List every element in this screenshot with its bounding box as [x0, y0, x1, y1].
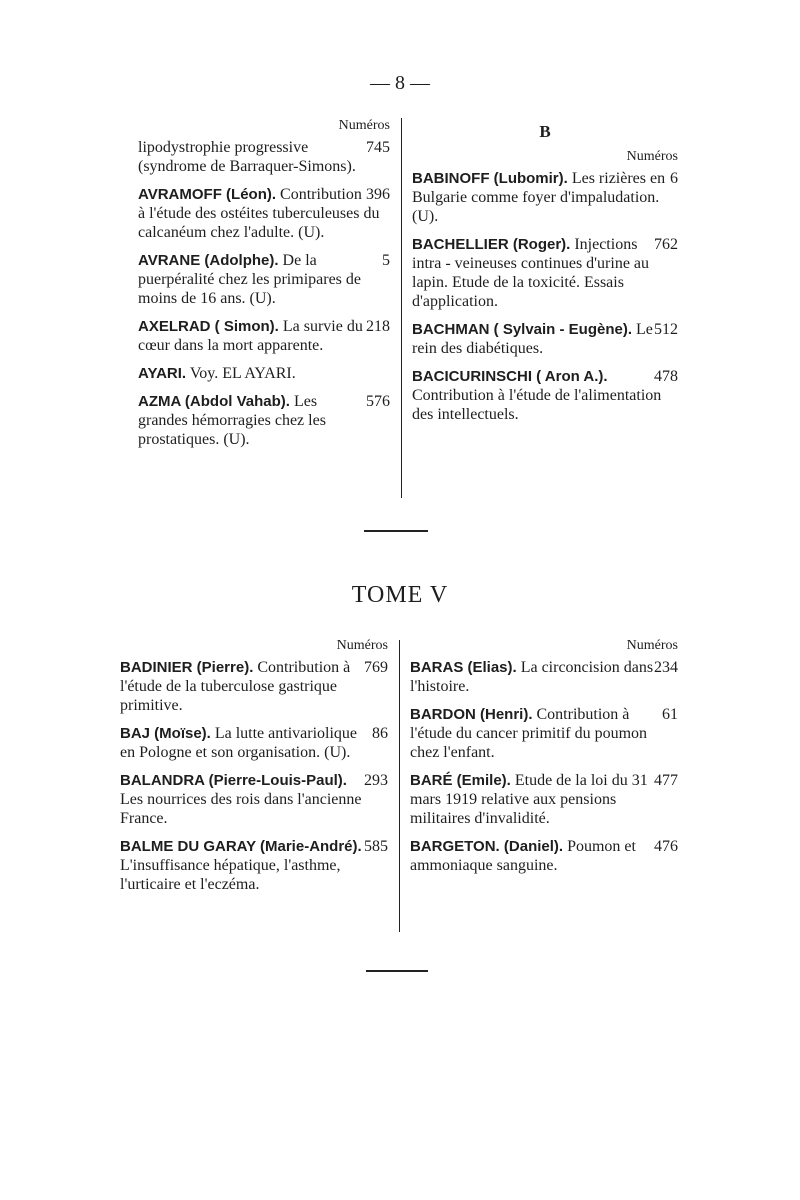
separator-rule — [366, 970, 428, 972]
top-left-column — [138, 116, 390, 458]
thesis-title: lipodystrophie progressive (syndrome de Barraquer-Simons). — [138, 139, 356, 175]
author-name: BALME DU GARAY (Marie-André). — [120, 838, 362, 855]
index-entry — [138, 251, 390, 308]
entry-number: 218 — [366, 318, 390, 335]
author-name: BARAS (Elias). — [410, 659, 517, 676]
separator-rule — [364, 530, 428, 532]
index-entry — [120, 724, 388, 762]
thesis-title: Les rizières en Bulgarie comme foyer d'impaludation. (U). — [412, 170, 666, 225]
entry-number: 585 — [364, 838, 388, 855]
thesis-title: De la puerpéralité chez les primipares de moins de 16 ans. (U). — [138, 252, 361, 307]
thesis-title: Poumon et ammoniaque sanguine. — [410, 838, 636, 874]
author-name: BALANDRA (Pierre-Louis-Paul). — [120, 772, 347, 789]
author-name: BARÉ (Emile). — [410, 772, 511, 789]
column-divider — [401, 118, 402, 498]
author-name: BARDON (Henri). — [410, 706, 533, 723]
index-entry — [412, 169, 678, 226]
thesis-title: Contribution à l'étude de l'alimentation des intellectuels. — [412, 387, 662, 423]
entry-number: 234 — [654, 659, 678, 676]
index-entry — [120, 771, 388, 828]
numeros-header: Numéros — [336, 638, 388, 653]
top-right-column — [412, 122, 678, 433]
entry-number: 478 — [654, 368, 678, 385]
index-entry — [138, 392, 390, 449]
thesis-title: Les nourrices des rois dans l'ancienne France. — [120, 791, 362, 827]
author-name: AZMA (Abdol Vahab). — [138, 393, 290, 410]
index-entry — [410, 658, 678, 696]
index-entry — [412, 320, 678, 358]
author-name: BACICURINSCHI ( Aron A.). — [412, 368, 608, 385]
index-entry — [138, 317, 390, 355]
thesis-title: Le rein des diabétiques. — [412, 321, 653, 357]
entry-number: 576 — [366, 393, 390, 410]
thesis-title: Les grandes hémorragies chez les prostatiques. (U). — [138, 393, 326, 448]
entry-number: 745 — [366, 139, 390, 156]
thesis-title: Contribution à l'étude de la tuberculose gastrique primitive. — [120, 659, 351, 714]
index-entry — [412, 367, 678, 424]
index-entry — [120, 658, 388, 715]
thesis-title: Contribution à l'étude des ostéites tuberculeuses du calcanéum chez l'adulte. (U). — [138, 186, 380, 241]
entry-number: 61 — [662, 706, 678, 723]
thesis-title: La circoncision dans l'histoire. — [410, 659, 654, 695]
index-entry — [410, 837, 678, 875]
index-entry — [120, 837, 388, 894]
numeros-header: Numéros — [626, 638, 678, 653]
thesis-title: La lutte antivariolique en Pologne et son organisation. (U). — [120, 725, 358, 761]
author-name: AVRANE (Adolphe). — [138, 252, 279, 269]
author-name: AYARI. — [138, 365, 187, 382]
index-entry — [138, 364, 390, 383]
index-entry — [412, 235, 678, 311]
thesis-title: L'insuffisance hépatique, l'asthme, l'urticaire et l'eczéma. — [120, 857, 341, 893]
section-title: TOME V — [351, 582, 449, 608]
entry-number: 5 — [382, 252, 390, 269]
thesis-title: Injections intra - veineuses continues d'urine au lapin. Etude de la toxicité. Essais d'application. — [412, 236, 650, 310]
author-name: BAJ (Moïse). — [120, 725, 211, 742]
entry-number: 86 — [372, 725, 388, 742]
author-name: BABINOFF (Lubomir). — [412, 170, 568, 187]
entry-number: 293 — [364, 772, 388, 789]
numeros-header: Numéros — [626, 149, 678, 164]
entry-number: 476 — [654, 838, 678, 855]
section-letter: B — [539, 122, 551, 141]
thesis-title: Etude de la loi du 31 mars 1919 relative aux pensions militaires d'invalidité. — [410, 772, 648, 827]
column-divider — [399, 640, 400, 932]
author-name: BACHELLIER (Roger). — [412, 236, 571, 253]
index-entry — [410, 771, 678, 828]
thesis-title: Voy. EL AYARI. — [189, 365, 296, 382]
entry-number: 6 — [670, 170, 678, 187]
bottom-left-column — [120, 636, 388, 903]
bottom-right-column — [410, 636, 678, 884]
index-entry — [138, 185, 390, 242]
author-name: AVRAMOFF (Léon). — [138, 186, 277, 203]
entry-number: 512 — [654, 321, 678, 338]
entry-number: 477 — [654, 772, 678, 789]
page-number: — 8 — — [370, 72, 430, 94]
entry-number: 396 — [366, 186, 390, 203]
index-entry — [410, 705, 678, 762]
index-entry — [138, 138, 390, 176]
author-name: BARGETON. (Daniel). — [410, 838, 564, 855]
entry-number: 762 — [654, 236, 678, 253]
thesis-title: La survie du cœur dans la mort apparente. — [138, 318, 363, 354]
entry-number: 769 — [364, 659, 388, 676]
author-name: BADINIER (Pierre). — [120, 659, 254, 676]
thesis-title: Contribution à l'étude du cancer primitif du poumon chez l'enfant. — [410, 706, 648, 761]
author-name: AXELRAD ( Simon). — [138, 318, 279, 335]
author-name: BACHMAN ( Sylvain - Eugène). — [412, 321, 633, 338]
numeros-header: Numéros — [338, 118, 390, 133]
